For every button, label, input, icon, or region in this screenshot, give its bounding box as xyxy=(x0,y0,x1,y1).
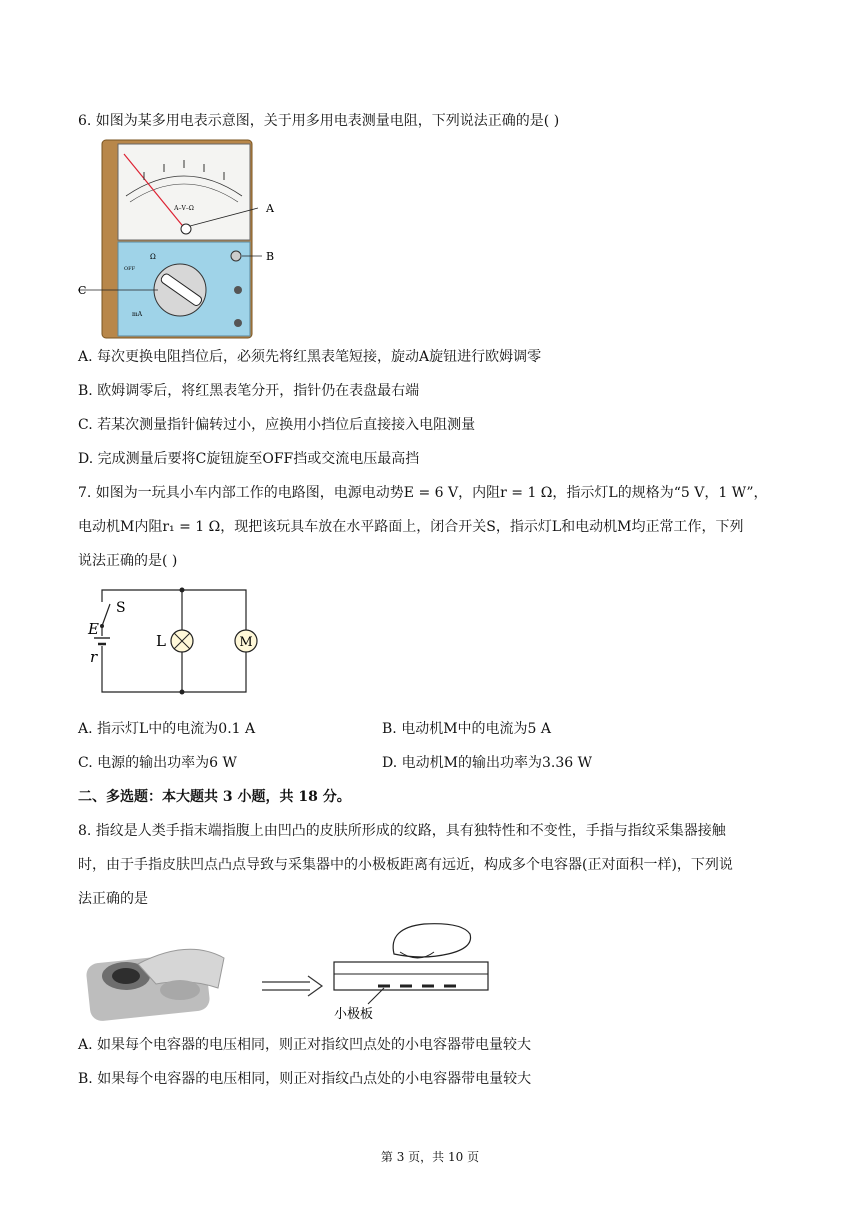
q8-stem-line-1: 8. 指纹是人类手指末端指腹上由凹凸的皮肤所形成的纹路，具有独特性和不变性，手指与指纹采集器接触 xyxy=(78,823,726,839)
q8-option-b: B. 如果每个电容器的电压相同，则正对指纹凸点处的小电容器带电量较大 xyxy=(78,1071,532,1087)
jack-2 xyxy=(234,319,242,327)
resistance-label: r xyxy=(90,648,98,666)
knob-b xyxy=(231,251,241,261)
ma-label: mA xyxy=(132,311,143,318)
label-b: B xyxy=(266,250,275,263)
q6-stem: 6. 如图为某多用电表示意图，关于用多用电表测量电阻，下列说法正确的是( ) xyxy=(78,113,560,129)
lamp-label: L xyxy=(156,632,166,650)
emf-label: E xyxy=(88,620,99,638)
fingerprint-scanner-photo xyxy=(85,949,224,1022)
plate-label: 小极板 xyxy=(334,1007,374,1022)
q6-option-d: D. 完成测量后要将C旋钮旋至OFF挡或交流电压最高挡 xyxy=(78,451,420,467)
q7-option-a: A. 指示灯L中的电流为0.1 A xyxy=(78,721,256,737)
ohm-label: Ω xyxy=(150,253,156,261)
switch-label: S xyxy=(116,600,126,616)
off-label: OFF xyxy=(124,266,136,272)
dial-caption: A–V–Ω xyxy=(174,205,194,212)
section-heading: 二、多选题：本大题共 3 小题，共 18 分。 xyxy=(78,789,351,805)
label-c: C xyxy=(78,284,87,297)
q6-option-b: B. 欧姆调零后，将红黑表笔分开，指针仍在表盘最右端 xyxy=(78,383,420,399)
q8-option-a: A. 如果每个电容器的电压相同，则正对指纹凹点处的小电容器带电量较大 xyxy=(78,1037,532,1053)
page-footer: 第 3 页，共 10 页 xyxy=(380,1150,480,1164)
q7-option-c: C. 电源的输出功率为6 W xyxy=(78,755,237,771)
q7-stem-line-1: 7. 如图为一玩具小车内部工作的电路图，电源电动势E = 6 V，内阻r = 1 Ω，指示灯L的规格为“5 V，1 W”， xyxy=(78,485,768,501)
knob-a xyxy=(181,224,191,234)
label-a: A xyxy=(266,202,274,215)
finger-outline xyxy=(393,924,470,957)
circuit-diagram xyxy=(84,582,264,700)
q7-stem-line-3: 说法正确的是( ) xyxy=(78,553,178,569)
arrow-icon xyxy=(262,976,322,996)
q8-stem-line-2: 时，由于手指皮肤凹点凸点导致与采集器中的小极板距离有远近，构成多个电容器(正对面积一样)，下列说 xyxy=(78,857,733,873)
motor-label: M xyxy=(239,635,253,650)
q6-option-c: C. 若某次测量指针偏转过小，应换用小挡位后直接接入电阻测量 xyxy=(78,417,476,433)
q7-option-b: B. 电动机M中的电流为5 A xyxy=(382,721,551,737)
multimeter-figure xyxy=(78,138,288,342)
jack-1 xyxy=(234,286,242,294)
fingerprint-figure xyxy=(78,918,508,1028)
q8-stem-line-3: 法正确的是 xyxy=(78,891,148,907)
q6-option-a: A. 每次更换电阻挡位后，必须先将红黑表笔短接，旋动A旋钮进行欧姆调零 xyxy=(78,349,542,365)
q7-option-d: D. 电动机M的输出功率为3.36 W xyxy=(382,755,592,771)
q7-stem-line-2: 电动机M内阻r₁ = 1 Ω，现把该玩具车放在水平路面上，闭合开关S，指示灯L和电动机M均正常工作，下列 xyxy=(78,519,744,535)
